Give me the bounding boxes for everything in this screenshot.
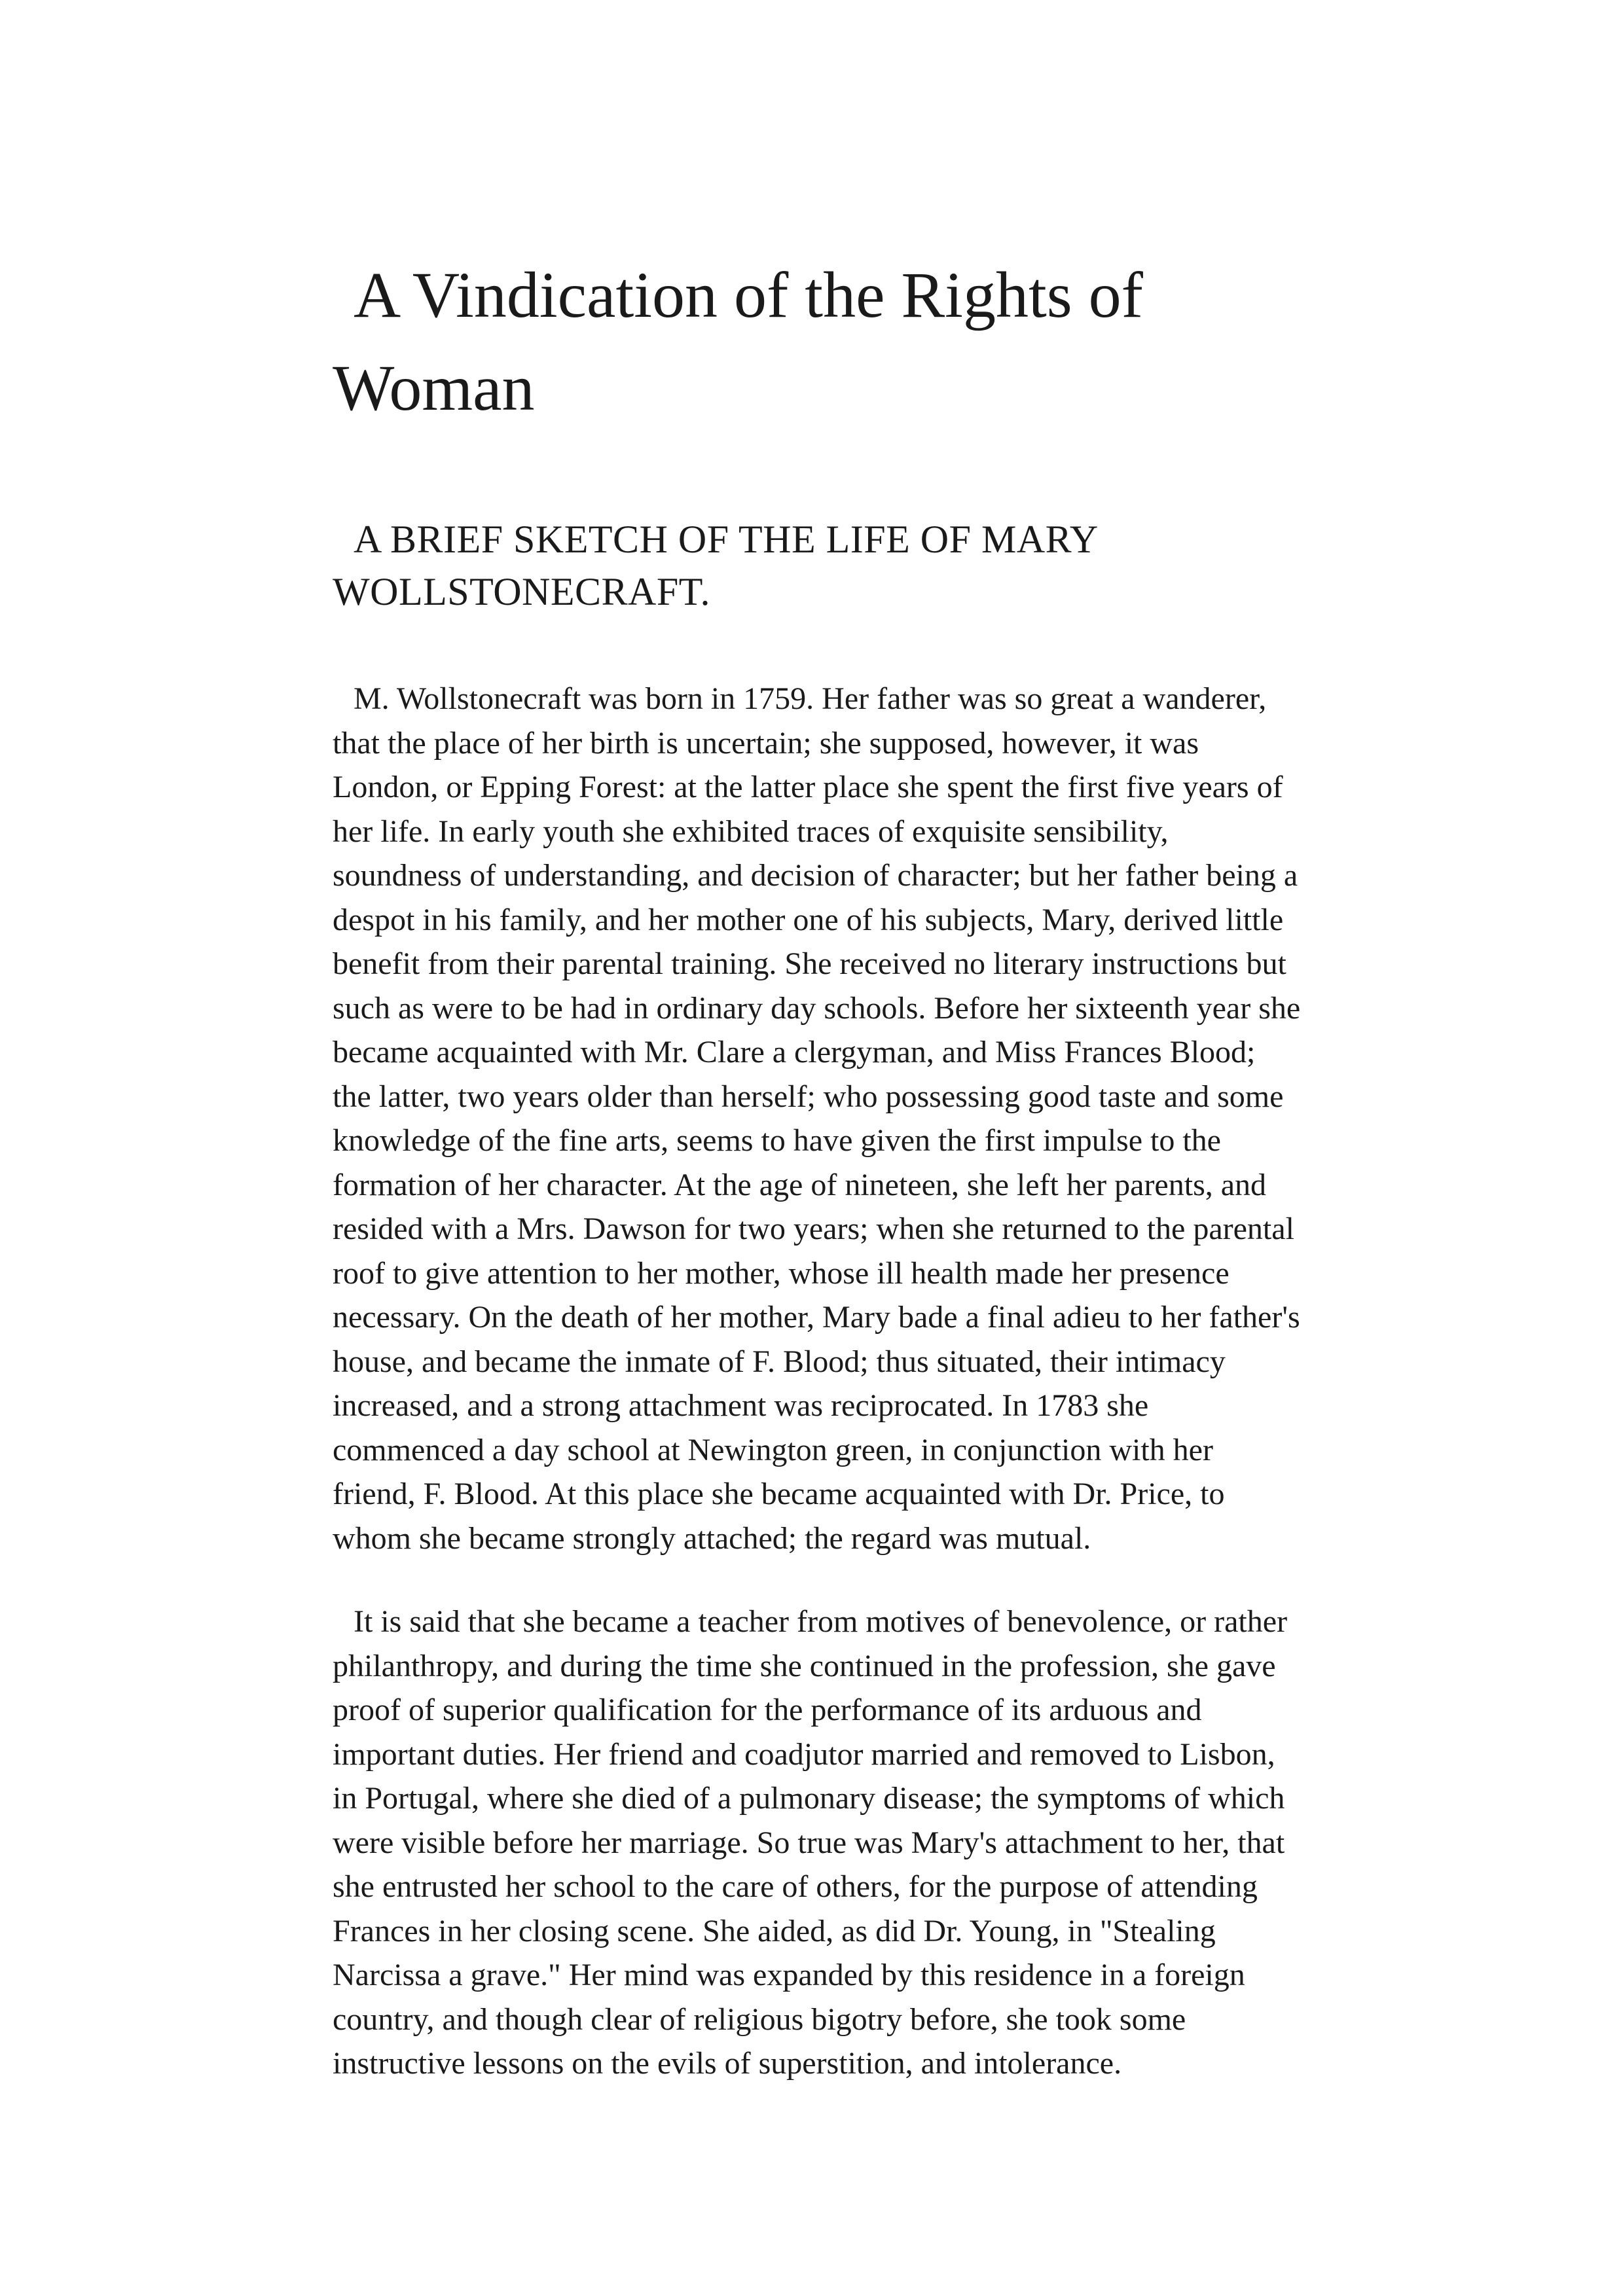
paragraph-2: It is said that she became a teacher from motives of benevolence, or rather philanthropy, and during the time she continued in the profession, she gave proof of superior qualification for the performance of its arduous and important duties. Her friend and coadjutor married and removed to Lisbon, in Portugal, where she died of a pulmonary disease; the symptoms of which were visible before her marriage. So true was Mary's attachment to her, that she entrusted her school to the care of others, for the purpose of attending Frances in her closing scene. She aided, as did Dr. Young, in "Stealing Narcissa a grave." Her mind was expanded by this residence in a foreign country, and though clear of religious bigotry before, she took some instructive lessons on the evils of superstition, and intolerance. <box>333 1604 1288 2081</box>
chapter-title: A BRIEF SKETCH OF THE LIFE OF MARY WOLLSTONECRAFT. <box>333 518 1097 613</box>
document-page <box>333 249 1302 2125</box>
paragraph-1: M. Wollstonecraft was born in 1759. Her father was so great a wanderer, that the place of her birth is uncertain; she supposed, however, it was London, or Epping Forest: at the latter place she spent the first five years of her life. In early youth she exhibited traces of exquisite sensibility, soundness of understanding, and decision of character; but her father being a despot in his family, and her mother one of his subjects, Mary, derived little benefit from their parental training. She received no literary instructions but such as were to be had in ordinary day schools. Before her sixteenth year she became acquainted with Mr. Clare a clergyman, and Miss Frances Blood; the latter, two years older than herself; who possessing good taste and some knowledge of the fine arts, seems to have given the first impulse to the formation of her character. At the age of nineteen, she left her parents, and resided with a Mrs. Dawson for two years; when she returned to the parental roof to give attention to her mother, whose ill health made her presence necessary. On the death of her mother, Mary bade a final adieu to her father's house, and became the inmate of F. Blood; thus situated, their intimacy increased, and a strong attachment was reciprocated. In 1783 she commenced a day school at Newington green, in conjunction with her friend, F. Blood. At this place she became acquainted with Dr. Price, to whom she became strongly attached; the regard was mutual. <box>333 681 1301 1556</box>
book-title: A Vindication of the Rights of Woman <box>333 259 1143 424</box>
